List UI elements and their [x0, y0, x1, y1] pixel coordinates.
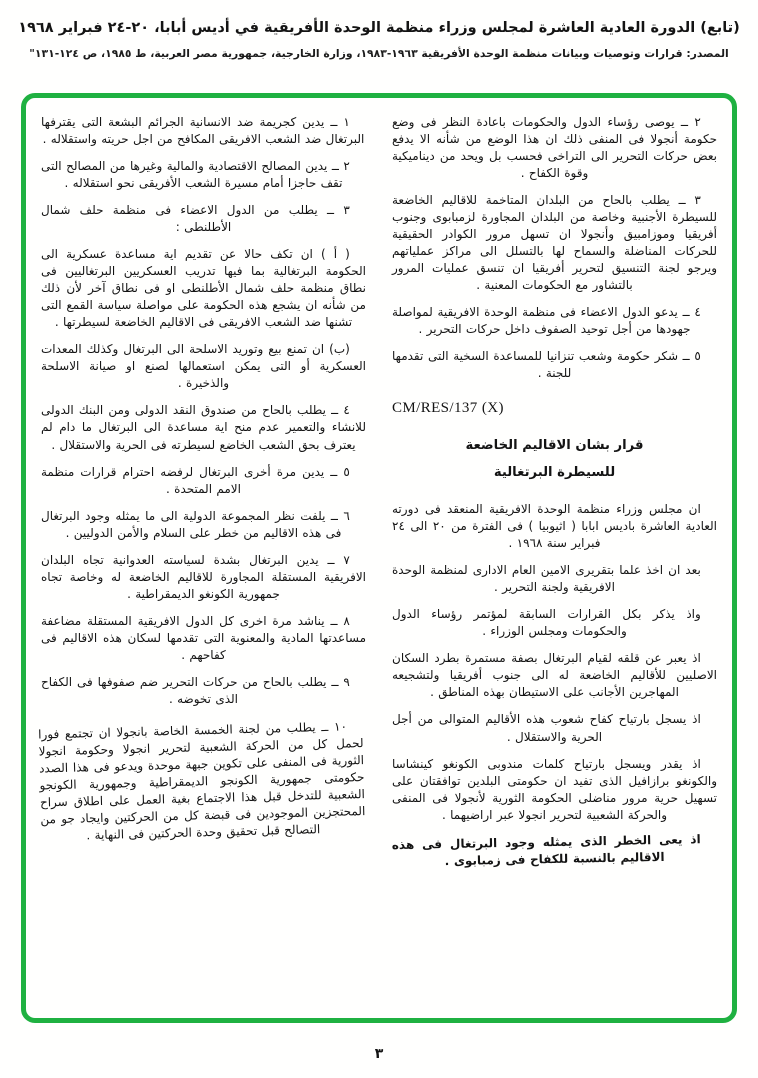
preamble-danger-emphasis: اذ يعى الخطر الذى يمثله وجود البرتغال فى هذه الاقاليم بالنسبة للكفاح فى زمبابوى . — [391, 831, 701, 868]
preamble-concern: اذ يعبر عن قلقه لقيام البرتغال بصفة مستمرة بطرد السكان الاصليين للأقاليم الخاضعة له الى جنوب أفريقيا ولتشجيعه المهاجرين الأجانب على الاستيطان بهذه المناطق . — [392, 651, 717, 700]
operative-clause-3: ٣ ــ يطلب من الدول الاعضاء فى منظمة حلف شمال الأطلنطى : — [41, 203, 350, 235]
preamble-session: ان مجلس وزراء منظمة الوحدة الافريقية المنعقد فى دورته العادية العاشرة باديس ابابا ( اثيوبيا ) فى الفترة من ٢٠ الى ٢٤ فبراير سنة ١٩٦٨ . — [392, 502, 718, 551]
operative-clause-10: ١٠ ــ يطلب من لجنة الخمسة الخاصة بانجولا ان تجتمع فورا لحمل كل من الحركة الشعبية لتحرير انجولا وحكومة انجولا الثورية فى المنفى على تكوين جبهة موحدة ويدعو فى هذا الصدد حكومتى جمهورية الكونجو الديمقراطية وجمهورية الكونجو الشعبية للتدخل قبل هذا الاجتماع بغية العمل على اطلاق سراح المحتجزين الموجودين فى قبضة كل من الحركتين وايجاد جو من التصالح قبل تحقيق وحدة الحركتين فى النهاية . — [38, 719, 366, 843]
resolution-clause-4: ٤ ــ يدعو الدول الاعضاء فى منظمة الوحدة الافريقية لمواصلة جهودها من أجل توحيد الصفوف داخل حركات التحرير . — [392, 305, 701, 337]
operative-clause-5: ٥ ــ يدين مرة أخرى البرتغال لرفضه احترام قرارات منظمة الامم المتحدة . — [41, 464, 350, 496]
content-frame — [21, 93, 737, 1023]
resolution-clause-5: ٥ ــ شكر حكومة وشعب تنزانيا للمساعدة السخية التى تقدمها للجنة . — [392, 349, 701, 381]
preamble-struggle: اذ يسجل بارتياح كفاح شعوب هذه الأقاليم المتوالى من أجل الحرية والاستقلال . — [392, 712, 701, 744]
preamble-recall: واذ يذكر بكل القرارات السابقة لمؤتمر رؤساء الدول والحكومات ومجلس الوزراء . — [392, 607, 701, 639]
operative-clause-6: ٦ ــ يلفت نظر المجموعة الدولية الى ما يمثله وجود البرتغال فى هذه الاقاليم من خطر على السلام والأمن الدوليين . — [41, 508, 350, 540]
resolution-reference: CM/RES/137 (X) — [392, 400, 504, 417]
left-column — [38, 114, 366, 1008]
right-column — [392, 114, 717, 1008]
page-number: ٣ — [374, 1046, 384, 1062]
resolution-clause-2: ٢ ــ يوصى رؤساء الدول والحكومات باعادة النظر فى وضع حكومة أنجولا فى المنفى ذلك ان هذا الوضع من شأنه الا يدفع بعض حركات التحرير الى التراخى فحسب بل ويحد من ديناميكية وقوة الكفاح . — [392, 115, 717, 181]
operative-clause-1: ١ ــ يدين كجريمة ضد الانسانية الجرائم البشعة التى يقترفها البرتغال ضد الشعب الافريقى المكافح من اجل حريته واستقلاله . — [41, 115, 365, 147]
operative-clause-9: ٩ ــ يطلب بالحاح من حركات التحرير ضم صفوفها فى الكفاح الذى تخوضه . — [41, 674, 350, 706]
preamble-reports: بعد ان اخذ علما بتقريرى الامين العام الادارى لمنظمة الوحدة الافريقية ولجنة التحرير . — [392, 563, 701, 595]
header-title: (تابع) الدورة العادية العاشرة لمجلس وزراء منظمة الوحدة الأفريقية في أديس أبابا، ٢٠-٢٤ فبراير ١٩٦٨ — [18, 20, 740, 36]
operative-clause-7: ٧ ــ يدين البرتغال بشدة لسياسته العدوانية تجاه البلدان الافريقية المستقلة المجاورة للاقاليم الخاضعة له وخاصة تجاه جمهورية الكونغو الديمقراطية . — [41, 552, 366, 601]
header-source-note: المصدر: قرارات وتوصيات وبيانات منظمة الوحدة الأفريقية ١٩٦٣-١٩٨٣، وزارة الخارجية، جمهورية مصر العربية، ط ١٩٨٥، ص ١٢٤-١٣١" — [29, 47, 729, 60]
resolution-title — [392, 432, 717, 487]
two-column-layout — [38, 114, 718, 1008]
operative-clause-3b: (ب) ان تمنع بيع وتوريد الاسلحة الى البرتغال وكذلك المعدات العسكرية أو التى يمكن استعمالها لصنع او صيانة الاسلحة والذخيرة . — [41, 342, 366, 391]
resolution-title-line1: قرار بشان الاقاليم الخاضعة — [465, 437, 644, 453]
operative-clause-3a: ( أ ) ان تكف حالا عن تقديم اية مساعدة عسكرية الى الحكومة البرتغالية بما فيها تدريب العسكريين البرتغاليين فى نطاق منظمة حلف شمال الأطلنطى او فى نطاق آخر لأن ذلك من شأنه ان يشجع هذه الحكومة على مواصلة سياسة القمع التى تشنها ضد الشعب الافريقى فى الاقاليم الخاضعة لسيطرتها . — [41, 247, 366, 330]
resolution-title-line2: للسيطرة البرتغالية — [493, 465, 616, 481]
preamble-congo: اذ يقدر ويسجل بارتياح كلمات مندوبى الكونغو كينشاسا والكونغو برازافيل الذى تفيد ان حكومتى البلدين توافقتان على تسهيل حرية مرور مناضلى الحكومة الثورية لأنجولا فى المنفى والحركة الشعبية لتحرير انجولا عبر اراضيهما . — [392, 756, 717, 822]
operative-clause-8: ٨ ــ يناشد مرة اخرى كل الدول الافريقية المستقلة مضاعفة مساعدتها المادية والمعنوية التى تقدمها لسكان هذه الاقاليم فى كفاحهم . — [41, 613, 366, 662]
page-header — [0, 20, 758, 60]
operative-clause-2: ٢ ــ يدين المصالح الاقتصادية والمالية وغيرها من المصالح التى تقف حاجزا أمام مسيرة الشعب الأفريقى نحو استقلاله . — [41, 159, 350, 191]
operative-clause-4: ٤ ــ يطلب بالحاح من صندوق النقد الدولى ومن البنك الدولى للانشاء والتعمير عدم منح اية مساعدة الى البرتغال ما دام لم يعترف بحق الشعب الخاضع لسيطرته فى الحرية والاستقلال . — [41, 403, 366, 452]
resolution-clause-3: ٣ ــ يطلب بالحاح من البلدان المتاخمة للاقاليم الخاضعة للسيطرة الأجنبية وخاصة من البلدان المجاورة لزمبابوى وجنوب أفريقيا وموزامبيق وأنجولا ان تسهل مرور الكوادر الحقيقية للحركات المناضلة والسماح لها بالتسلل الى مراكز عملياتهم ويرجو لجنة التنسيق لتحرير أفريقيا ان تنسق عمليات المرور بالتشاور مع الحكومات المعنية . — [392, 193, 717, 293]
